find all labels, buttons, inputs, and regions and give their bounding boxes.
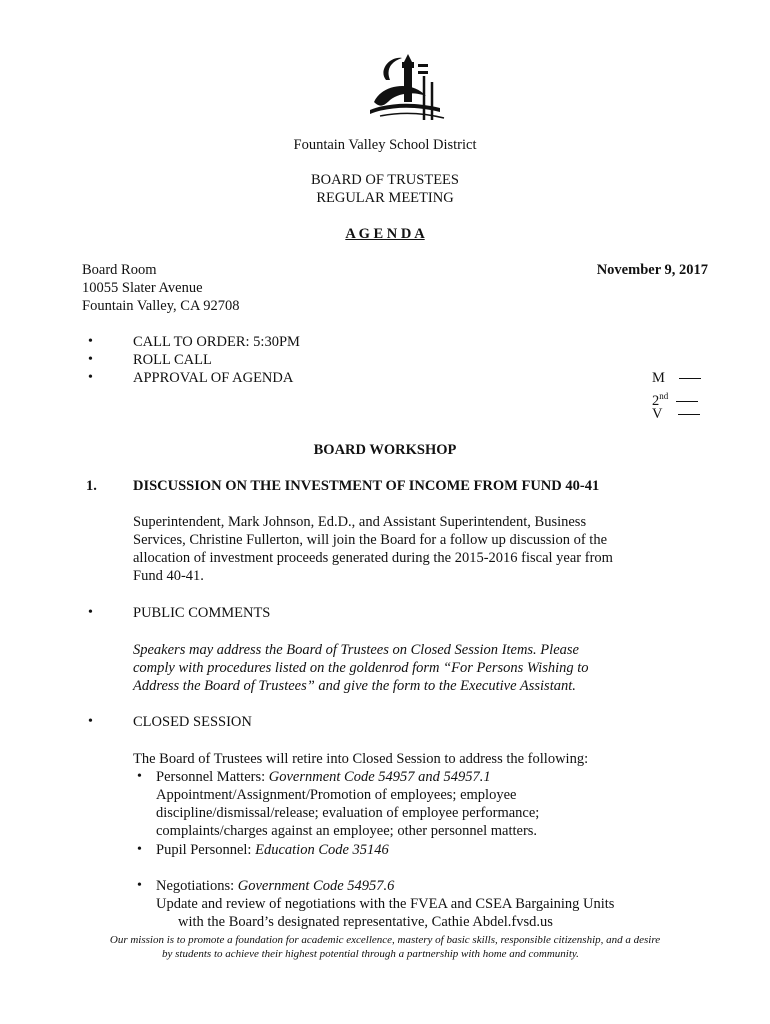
mission-statement-line: by students to achieve their highest potential through a partnership with home and community. <box>162 948 579 960</box>
negotiations-line: with the Board’s designated representative, Cathie Abdel.fvsd.us <box>178 914 553 930</box>
bullet-icon: • <box>137 769 142 784</box>
board-title: BOARD OF TRUSTEES <box>311 172 459 188</box>
vote-motion-label: M <box>652 370 665 386</box>
bullet-icon: • <box>88 605 93 620</box>
vote-vote-label: V <box>652 406 663 422</box>
pupil-personnel <box>156 841 389 859</box>
negotiations-line: Update and review of negotiations with the FVEA and CSEA Bargaining Units <box>156 896 615 912</box>
bullet-icon: • <box>88 352 93 367</box>
personnel-matters-line: discipline/dismissal/release; evaluation of employee performance; <box>156 805 540 821</box>
vote-second-label: 2 <box>652 392 660 409</box>
location-room: Board Room <box>82 262 157 278</box>
bullet-icon: • <box>88 714 93 729</box>
personnel-matters-line: Appointment/Assignment/Promotion of employees; employee <box>156 787 517 803</box>
location-street: 10055 Slater Avenue <box>82 280 203 296</box>
public-comments-line: comply with procedures listed on the goldenrod form “For Persons Wishing to <box>133 660 589 676</box>
personnel-matters <box>156 768 491 786</box>
workshop-body-line: Fund 40-41. <box>133 568 204 584</box>
meeting-date: November 9, 2017 <box>596 262 708 278</box>
personnel-matters-label: Personnel Matters: <box>156 769 269 785</box>
lighthouse-logo-icon <box>360 46 450 124</box>
negotiations <box>156 877 394 895</box>
workshop-body-line: allocation of investment proceeds generated during the 2015-2016 fiscal year from <box>133 550 613 566</box>
bullet-icon: • <box>137 878 142 893</box>
workshop-item-title: DISCUSSION ON THE INVESTMENT OF INCOME FROM FUND 40-41 <box>133 478 600 494</box>
public-comments-line: Speakers may address the Board of Trustees on Closed Session Items. Please <box>133 642 579 658</box>
item-call-to-order: CALL TO ORDER: 5:30PM <box>133 334 300 350</box>
district-name: Fountain Valley School District <box>293 137 477 153</box>
personnel-matters-code: Government Code 54957 and 54957.1 <box>268 769 491 785</box>
agenda-title: A G E N D A <box>345 226 425 242</box>
pupil-personnel-label: Pupil Personnel: <box>156 842 256 858</box>
item-roll-call: ROLL CALL <box>133 352 212 368</box>
vote-second-suffix: nd <box>659 391 669 401</box>
public-comments-label: PUBLIC COMMENTS <box>133 605 271 621</box>
item-approval-of-agenda: APPROVAL OF AGENDA <box>133 370 294 386</box>
pupil-personnel-code: Education Code 35146 <box>255 842 389 858</box>
bullet-icon: • <box>88 370 93 385</box>
mission-statement-line: Our mission is to promote a foundation for academic excellence, mastery of basic skills, responsible citizenship, and a desire <box>109 934 661 946</box>
bullet-icon: • <box>88 334 93 349</box>
vote-vote <box>652 405 700 423</box>
location-city: Fountain Valley, CA 92708 <box>82 298 240 314</box>
bullet-icon: • <box>137 842 142 857</box>
public-comments-line: Address the Board of Trustees” and give the form to the Executive Assistant. <box>133 678 576 694</box>
workshop-heading: BOARD WORKSHOP <box>313 442 457 458</box>
workshop-body-line: Services, Christine Fullerton, will join the Board for a follow up discussion of the <box>133 532 608 548</box>
negotiations-label: Negotiations: <box>156 878 238 894</box>
closed-session-label: CLOSED SESSION <box>133 714 252 730</box>
personnel-matters-line: complaints/charges against an employee; other personnel matters. <box>156 823 538 839</box>
closed-session-intro: The Board of Trustees will retire into Closed Session to address the following: <box>133 751 589 767</box>
workshop-item-number: 1. <box>86 478 97 494</box>
negotiations-code: Government Code 54957.6 <box>237 878 395 894</box>
workshop-body-line: Superintendent, Mark Johnson, Ed.D., and Assistant Superintendent, Business <box>133 514 587 530</box>
meeting-type: REGULAR MEETING <box>316 190 454 206</box>
vote-motion <box>652 369 701 387</box>
